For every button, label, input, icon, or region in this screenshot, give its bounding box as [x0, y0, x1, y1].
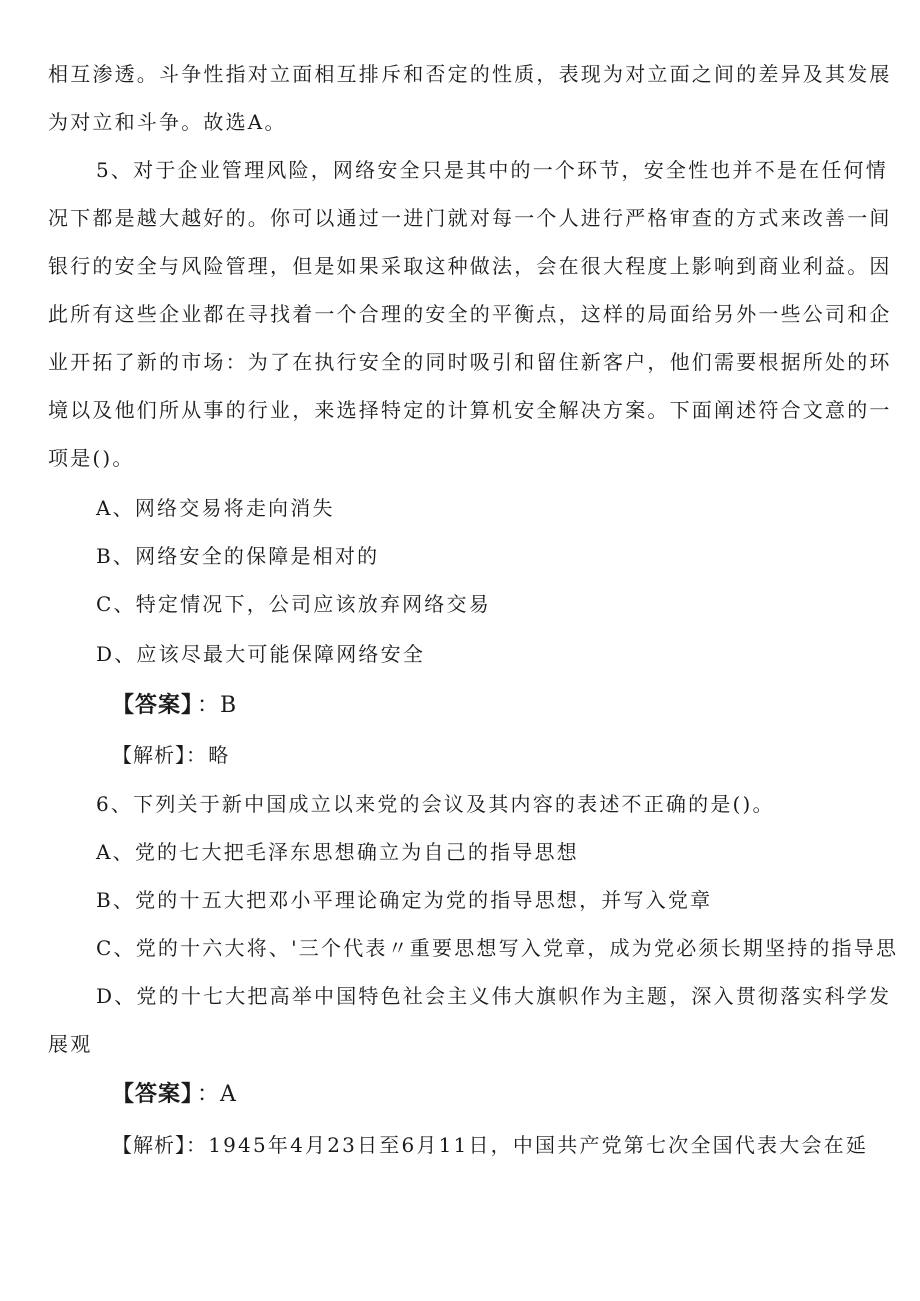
analysis-text: ：1945年4月23日至6月11日，中国共产党第七次全国代表大会在延 [186, 1133, 869, 1157]
option-a: A、网络交易将走向消失 [96, 496, 335, 520]
option-d: D、党的十七大把高举中国特色社会主义伟大旗帜作为主题，深入贯彻落实科学发 [96, 984, 892, 1008]
analysis-line [112, 741, 920, 769]
option-c: C、特定情况下，公司应该放弃网络交易 [96, 592, 491, 616]
option-d-continued: 展观 [48, 1032, 93, 1056]
question-5-text: 此所有这些企业都在寻找着一个合理的安全的平衡点，这样的局面给另外一些公司和企 [48, 302, 892, 326]
option-c: C、党的十六大将、'三个代表〃重要思想写入党章，成为党必须长期坚持的指导思 [96, 936, 899, 960]
question-5-text: 银行的安全与风险管理，但是如果采取这种做法，会在很大程度上影响到商业利益。因 [48, 254, 892, 278]
answer-line [112, 1081, 920, 1109]
question-5-text: 业开拓了新的市场：为了在执行安全的同时吸引和留住新客户，他们需要根据所处的环 [48, 350, 892, 374]
question-5-text: 5、对于企业管理风险，网络安全只是其中的一个环节，安全性也并不是在任何情 [96, 158, 888, 182]
analysis-label: 【解析】 [112, 1133, 186, 1157]
question-5-text: 况下都是越大越好的。你可以通过一进门就对每一个人进行严格审查的方式来改善一间 [48, 206, 892, 230]
answer-line [112, 692, 920, 720]
option-a: A、党的七大把毛泽东思想确立为自己的指导思想 [96, 840, 579, 864]
analysis-label: 【解析】 [112, 743, 186, 767]
question-5-text: 项是()。 [48, 446, 135, 470]
paragraph-line: 相互渗透。斗争性指对立面相互排斥和否定的性质，表现为对立面之间的差异及其发展 [48, 62, 892, 86]
paragraph-line: 为对立和斗争。故选A。 [48, 110, 287, 134]
answer-label: 【答案】 [112, 1082, 194, 1107]
answer-value: ：A [197, 1082, 237, 1107]
question-6-text: 6、下列关于新中国成立以来党的会议及其内容的表述不正确的是()。 [96, 792, 775, 816]
analysis-text: ：略 [186, 743, 231, 767]
answer-label: 【答案】 [112, 693, 194, 718]
question-5-text: 境以及他们所从事的行业，来选择特定的计算机安全解决方案。下面阐述符合文意的一 [48, 398, 892, 422]
analysis-line [112, 1131, 920, 1159]
option-b: B、网络安全的保障是相对的 [96, 544, 380, 568]
answer-value: ：B [197, 693, 238, 718]
option-b: B、党的十五大把邓小平理论确定为党的指导思想，并写入党章 [96, 888, 713, 912]
option-d: D、应该尽最大可能保障网络安全 [96, 642, 426, 666]
